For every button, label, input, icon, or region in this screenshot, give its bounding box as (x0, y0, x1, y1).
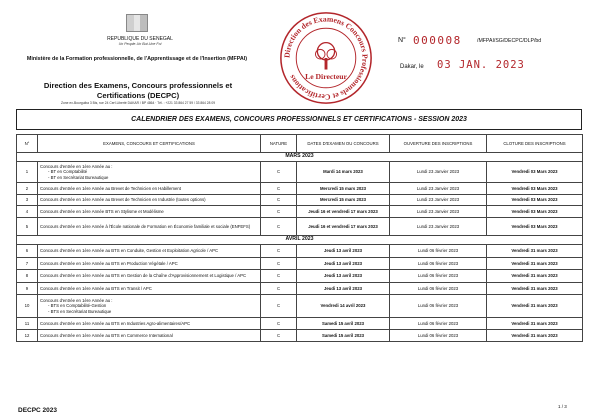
exam-sub-item: - BT en Secrétariat Bureautique (48, 175, 258, 180)
exam-sub-item: - BTS en Secrétariat Bureautique (48, 309, 258, 314)
exam-date-cell: Jeudi 13 avril 2023 (297, 270, 390, 283)
exam-name: Concours d'entrée en 1ère Année au Brevet de Technicien en Habillement (40, 185, 181, 191)
flag-stripe-red (140, 15, 147, 31)
reference-suffix: /MFPAI/SG/DECPC/DLP/bd (477, 38, 542, 44)
month-row (17, 236, 583, 245)
row-number: 2 (17, 183, 38, 195)
registration-open-cell: Lundi 06 février 2023 (390, 330, 487, 342)
exam-date-cell: Samedi 15 avril 2023 (297, 330, 390, 342)
exam-cell (38, 318, 261, 330)
registration-close-cell: Vendredi 03 Mars 2023 (487, 183, 583, 195)
director-stamp (278, 10, 374, 106)
col-header-exam: EXAMENS, CONCOURS ET CERTIFICATIONS (38, 135, 261, 153)
row-number: 5 (17, 218, 38, 236)
exam-date-cell: Jeudi 13 avril 2023 (297, 245, 390, 258)
registration-open-cell: Lundi 23 Janvier 2023 (390, 218, 487, 236)
national-motto: Un Peuple-Un But-Une Foi (118, 42, 162, 46)
row-number: 6 (17, 245, 38, 258)
direction-name: Direction des Examens, Concours professionnels et Certifications (DECPC) (43, 81, 233, 100)
registration-open-cell: Lundi 06 février 2023 (390, 245, 487, 258)
table-row (17, 258, 583, 270)
registration-close-cell: Vendredi 03 Mars 2023 (487, 218, 583, 236)
registration-close-cell: Vendredi 03 Mars 2023 (487, 206, 583, 218)
registration-open-cell: Lundi 06 février 2023 (390, 283, 487, 295)
exam-name: Concours d'entrée en 1ère Année BTS en Stylisme et Modélisme (40, 208, 164, 214)
footer-label: DECPC 2023 (18, 407, 58, 414)
row-number: 8 (17, 270, 38, 283)
col-header-closing: CLOTURE DES INSCRIPTIONS (487, 135, 583, 153)
nature-cell: C (261, 245, 297, 258)
exam-cell (38, 162, 261, 183)
exam-date-cell: Jeudi 16 et vendredi 17 mars 2023 (297, 218, 390, 236)
col-header-number: N° (17, 135, 38, 153)
exam-date-cell: Jeudi 13 avril 2023 (297, 258, 390, 270)
exam-cell (38, 270, 261, 283)
exam-cell (38, 295, 261, 318)
table-header-row (17, 135, 583, 153)
nature-cell: C (261, 218, 297, 236)
exam-sublist (40, 303, 258, 314)
exam-cell (38, 283, 261, 295)
registration-open-cell: Lundi 23 Janvier 2023 (390, 206, 487, 218)
month-label: MARS 2023 (17, 153, 583, 162)
table-row (17, 330, 583, 342)
nature-cell: C (261, 330, 297, 342)
registration-close-cell: Vendredi 31 mars 2023 (487, 258, 583, 270)
senegal-flag-icon (126, 14, 148, 32)
row-number: 4 (17, 206, 38, 218)
registration-open-cell: Lundi 06 février 2023 (390, 258, 487, 270)
exam-name: Concours d'entrée en 1ère Année au BTS en Conduite, Gestion et Exploitation Agricole / APC (40, 248, 219, 254)
nature-cell: C (261, 195, 297, 206)
registration-close-cell: Vendredi 31 mars 2023 (487, 270, 583, 283)
tree-icon (315, 43, 336, 70)
col-header-date: DATES D'EXAMEN OU CONCOURS (297, 135, 390, 153)
contact-line: Zone ex-Bourguiba 3 Bis, rue 24 Cerf-Liberté DAKAR / BP 4864 · Tél. : +221 33 864 27 59 / 33 864 28 09 (60, 101, 216, 105)
nature-cell: C (261, 183, 297, 195)
stamp-ring-text: Direction des Examens Concours Professionnels et Certifications (282, 14, 370, 102)
reference-label: N° (398, 37, 406, 44)
exam-name: Concours d'entrée en 1ère Année au : (40, 297, 113, 303)
flag-stripe-green (127, 15, 134, 31)
table-row (17, 195, 583, 206)
table-row (17, 206, 583, 218)
table-row (17, 295, 583, 318)
stamp-center-text: Le Directeur (305, 72, 347, 82)
exam-cell (38, 245, 261, 258)
row-number: 12 (17, 330, 38, 342)
registration-close-cell: Vendredi 31 mars 2023 (487, 283, 583, 295)
row-number: 1 (17, 162, 38, 183)
registration-close-cell: Vendredi 31 mars 2023 (487, 318, 583, 330)
nature-cell: C (261, 206, 297, 218)
registration-open-cell: Lundi 06 février 2023 (390, 270, 487, 283)
row-number: 3 (17, 195, 38, 206)
nature-cell: C (261, 295, 297, 318)
table-row (17, 162, 583, 183)
registration-open-cell: Lundi 23 Janvier 2023 (390, 183, 487, 195)
ministry-name: Ministère de la Formation professionnelle, de l'Apprentissage et de l'Insertion (MFPAI) (26, 56, 248, 62)
exam-cell (38, 206, 261, 218)
registration-close-cell: Vendredi 31 mars 2023 (487, 295, 583, 318)
registration-close-cell: Vendredi 03 Mars 2023 (487, 162, 583, 183)
row-number: 10 (17, 295, 38, 318)
exam-name: Concours d'entrée en 1ère Année au BTS en Transit / APC (40, 285, 152, 291)
registration-close-cell: Vendredi 31 mars 2023 (487, 245, 583, 258)
exam-name: Concours d'entrée en 1ère Année à l'École nationale de Formation en Économie familiale et sociale (ENFEFS) (40, 223, 251, 229)
nature-cell: C (261, 162, 297, 183)
date-stamp: 03 JAN. 2023 (437, 59, 525, 71)
exam-cell (38, 218, 261, 236)
exam-date-cell: Mercredi 15 mars 2023 (297, 183, 390, 195)
exam-date-cell: Mercredi 15 mars 2023 (297, 195, 390, 206)
table-row (17, 318, 583, 330)
registration-open-cell: Lundi 06 février 2023 (390, 295, 487, 318)
nature-cell: C (261, 258, 297, 270)
nature-cell: C (261, 318, 297, 330)
exam-date-cell: Samedi 15 avril 2023 (297, 318, 390, 330)
exam-cell (38, 183, 261, 195)
row-number: 7 (17, 258, 38, 270)
registration-open-cell: Lundi 23 Janvier 2023 (390, 195, 487, 206)
exam-name: Concours d'entrée en 1ère Année au BTS en Commerce International (40, 332, 173, 338)
table-row (17, 218, 583, 236)
exam-cell (38, 258, 261, 270)
exam-name: Concours d'entrée en 1ère Année au BTS en Gestion de la Chaîne d'Approvisionnement et Logistique / APC (40, 273, 247, 279)
exam-sub-item: - BTS en Comptabilité-Gestion (48, 303, 258, 308)
document-title: CALENDRIER DES EXAMENS, CONCOURS PROFESSIONNELS ET CERTIFICATIONS - SESSION 2023 (16, 109, 582, 130)
table-row (17, 245, 583, 258)
month-row (17, 153, 583, 162)
exam-name: Concours d'entrée en 1ère Année au BTS en Production Végétale / APC (40, 260, 178, 266)
col-header-nature: NATURE (261, 135, 297, 153)
flag-stripe-yellow (134, 15, 141, 31)
col-header-opening: OUVERTURE DES INSCRIPTIONS (390, 135, 487, 153)
republic-label: REPUBLIQUE DU SENEGAL (107, 36, 173, 42)
table-row (17, 270, 583, 283)
registration-close-cell: Vendredi 31 mars 2023 (487, 330, 583, 342)
row-number: 11 (17, 318, 38, 330)
exam-sub-item: - BT en Comptabilité (48, 169, 258, 174)
registration-close-cell: Vendredi 03 Mars 2023 (487, 195, 583, 206)
table-row (17, 183, 583, 195)
nature-cell: C (261, 283, 297, 295)
reference-number: 000008 (413, 34, 462, 47)
nature-cell: C (261, 270, 297, 283)
place-label: Dakar, le (400, 64, 424, 70)
exam-name: Concours d'entrée en 1ère Année au Brevet de Technicien en Industrie (toutes options) (40, 197, 206, 203)
exam-name: Concours d'entrée en 1ère Année au BTS en Industries Agro-alimentaires/APC (40, 320, 191, 326)
month-label: AVRIL 2023 (17, 236, 583, 245)
exam-cell (38, 330, 261, 342)
page-number: 1 / 3 (558, 404, 567, 409)
row-number: 9 (17, 283, 38, 295)
exam-date-cell: Jeudi 13 avril 2023 (297, 283, 390, 295)
exam-name: Concours d'entrée en 1ère Année au : (40, 163, 113, 169)
exam-date-cell: Mardi 14 mars 2023 (297, 162, 390, 183)
exam-cell (38, 195, 261, 206)
registration-open-cell: Lundi 06 février 2023 (390, 318, 487, 330)
registration-open-cell: Lundi 23 Janvier 2023 (390, 162, 487, 183)
exam-sublist (40, 169, 258, 180)
table-row (17, 283, 583, 295)
exam-date-cell: Vendredi 14 avril 2023 (297, 295, 390, 318)
exam-date-cell: Jeudi 16 et vendredi 17 mars 2023 (297, 206, 390, 218)
exam-calendar-table (16, 134, 583, 342)
